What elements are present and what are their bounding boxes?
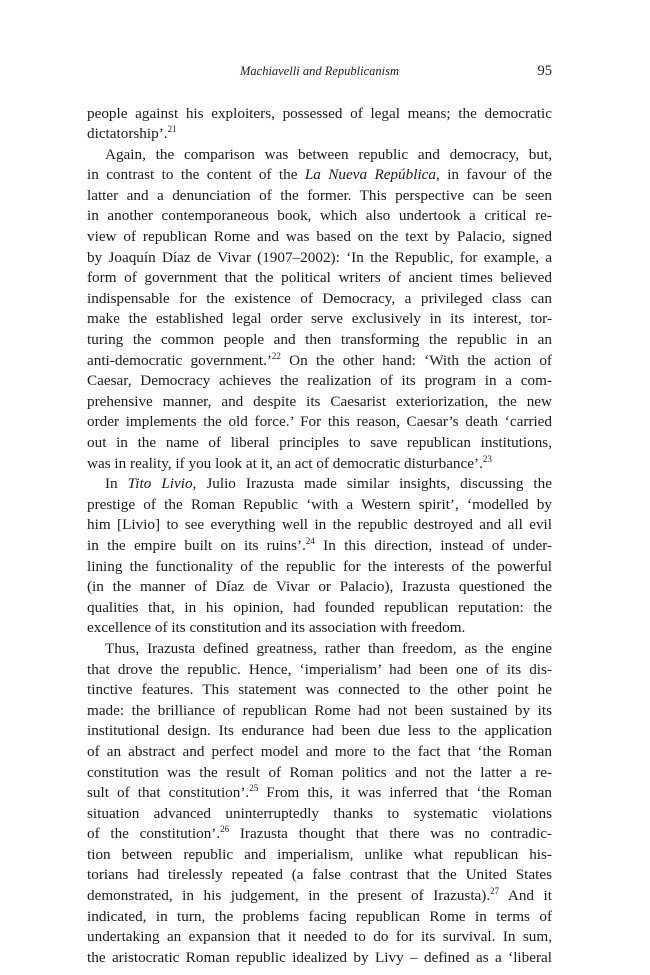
text-segment: make the established legal order serve exclusively in its interest, tor-: [87, 310, 552, 328]
text-segment: in another contemporaneous book, which also undertook a critical re-: [87, 207, 552, 225]
text-line: [87, 412, 552, 433]
text-segment: form of government that the political writers of ancient times believed: [87, 269, 552, 287]
footnote-marker: 21: [167, 124, 177, 135]
text-segment: indicated, in turn, the problems facing republican Rome in terms of: [87, 907, 552, 925]
text-line: [87, 557, 552, 578]
footnote-marker: 25: [249, 783, 259, 794]
text-line: [87, 371, 552, 392]
text-segment: In: [105, 475, 128, 493]
text-line: [87, 824, 552, 845]
text-segment: (in the manner of Díaz de Vivar or Palacio), Irazusta questioned the: [87, 578, 552, 596]
text-segment: that drove the republic. Hence, ‘imperialism’ had been one of its dis-: [87, 660, 552, 678]
text-line: [87, 474, 552, 495]
text-segment: turing the common people and then transforming the republic in an: [87, 331, 552, 349]
text-segment: him [Livio] to see everything well in the republic destroyed and all evil: [87, 516, 552, 534]
text-segment: view of republican Rome and was based on the text by Palacio, signed: [87, 228, 552, 246]
footnote-marker: 24: [305, 535, 315, 546]
text-segment: prestige of the Roman Republic ‘with a Western spirit’, ‘modelled by: [87, 495, 552, 513]
text-segment: tinctive features. This statement was connected to the other point he: [87, 681, 552, 699]
text-line: [87, 742, 552, 763]
text-segment: sult of that constitution’.: [87, 784, 250, 802]
text-segment: In this direction, instead of under-: [314, 536, 552, 554]
text-segment: Again, the comparison was between republic and democracy, but,: [105, 145, 552, 163]
text-line: [87, 598, 552, 619]
text-segment: From this, it was inferred that ‘the Roman: [258, 784, 552, 802]
text-segment: demonstrated, in his judgement, in the present of Irazusta).: [87, 887, 491, 905]
text-line: [87, 721, 552, 742]
text-line: [87, 433, 552, 454]
text-segment: undertaking an expansion that it needed to do for its survival. In sum,: [87, 928, 552, 946]
text-line: [87, 268, 552, 289]
text-line: [87, 577, 552, 598]
text-line: [87, 104, 552, 125]
text-segment: in contrast to the content of the: [87, 166, 305, 184]
italic-title: Tito Livio: [127, 475, 193, 493]
text-segment: in the empire built on its ruins’.: [87, 536, 306, 554]
text-segment: people against his exploiters, possessed of legal means; the democratic: [87, 104, 552, 122]
footnote-marker: 27: [490, 886, 500, 897]
italic-title: La Nueva República: [304, 166, 437, 184]
text-segment: of an abstract and perfect model and more to the fact that ‘the Roman: [87, 742, 552, 760]
text-segment: , in favour of the: [436, 166, 553, 184]
footnote-marker: 26: [220, 824, 230, 835]
text-line: [87, 886, 552, 907]
text-line: [87, 701, 552, 722]
text-line: [87, 783, 552, 804]
text-line: [87, 495, 552, 516]
text-line: [87, 351, 552, 372]
text-segment: institutional design. Its endurance had been due less to the application: [87, 722, 552, 740]
text-segment: made: the brilliance of republican Rome had not been sustained by its: [87, 701, 552, 719]
text-segment: Thus, Irazusta defined greatness, rather than freedom, as the engine: [105, 639, 552, 657]
text-line: [87, 948, 552, 969]
text-segment: lining the functionality of the republic for the interests of the powerful: [87, 557, 552, 575]
text-line: [87, 227, 552, 248]
text-line: [87, 907, 552, 928]
footnote-marker: 23: [482, 453, 492, 464]
text-segment: by Joaquín Díaz de Vivar (1907–2002): ‘In the Republic, for example, a: [87, 248, 552, 266]
text-segment: prehensive manner, and despite its Caesarist exteriorization, the new: [87, 392, 552, 410]
text-segment: On the other hand: ‘With the action of: [280, 351, 552, 369]
text-segment: anti-democratic government.’: [87, 351, 272, 369]
text-line: [87, 845, 552, 866]
text-segment: tion between republic and imperialism, unlike what republican his-: [87, 845, 552, 863]
body-text: [87, 104, 552, 969]
text-line: [87, 165, 552, 186]
running-head: [87, 61, 552, 81]
text-line: [87, 309, 552, 330]
text-line: [87, 804, 552, 825]
running-head-title: Machiavelli and Republicanism: [240, 64, 399, 78]
text-segment: latter and a denunciation of the former. This perspective can be seen: [87, 186, 552, 204]
text-line: [87, 206, 552, 227]
text-segment: out in the name of liberal principles to save republican institutions,: [87, 434, 552, 451]
text-segment: order implements the old force.’ For this reason, Caesar’s death ‘carried: [87, 413, 552, 431]
text-line: [87, 515, 552, 536]
text-line: [87, 330, 552, 351]
footnote-marker: 22: [271, 350, 281, 361]
text-line: [87, 763, 552, 784]
text-segment: torians had tirelessly repeated (a false contrast that the United States: [87, 866, 552, 884]
text-line: [87, 289, 552, 310]
text-segment: situation advanced uninterruptedly thanks to systematic violations: [87, 804, 552, 822]
text-segment: excellence of its constitution and its association with freedom.: [87, 619, 466, 637]
text-segment: , Julio Irazusta made similar insights, discussing the: [192, 475, 552, 493]
text-segment: constitution was the result of Roman politics and not the latter a re-: [87, 763, 552, 781]
text-line: [87, 248, 552, 269]
text-line: [87, 392, 552, 413]
text-line: [87, 536, 552, 557]
text-segment: was in reality, if you look at it, an act of democratic disturbance’.: [87, 454, 483, 472]
text-line: [87, 145, 552, 166]
text-segment: of the constitution’.: [87, 825, 221, 843]
text-line: [87, 865, 552, 886]
page-number: 95: [537, 63, 552, 79]
text-line: [87, 454, 552, 475]
text-segment: And it: [499, 887, 552, 905]
text-line: [87, 186, 552, 207]
text-line: [87, 680, 552, 701]
text-line: [87, 618, 552, 639]
text-line: [87, 124, 552, 145]
text-segment: Caesar, Democracy achieves the realization of its program in a com-: [87, 372, 552, 390]
text-segment: qualities that, in his opinion, had founded republican reputation: the: [87, 598, 552, 616]
text-segment: indispensable for the existence of Democracy, a privileged class can: [87, 289, 552, 307]
text-segment: Irazusta thought that there was no contradic-: [229, 825, 552, 843]
text-line: [87, 639, 552, 660]
text-segment: dictatorship’.: [87, 125, 168, 143]
text-segment: the aristocratic Roman republic idealized by Livy – defined as a ‘liberal: [87, 948, 552, 966]
text-line: [87, 660, 552, 681]
text-line: [87, 927, 552, 948]
